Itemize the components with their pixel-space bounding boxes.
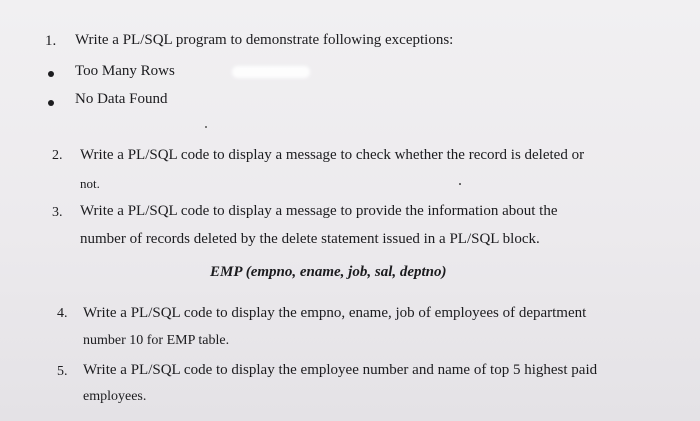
- item-4-line-2: number 10 for EMP table.: [83, 333, 230, 348]
- item-4-line-1: Write a PL/SQL code to display the empno, ename, job of employees of department: [83, 305, 587, 321]
- item-3-line-1: Write a PL/SQL code to display a message to provide the information about the: [80, 203, 558, 219]
- item-5-line-2: employees.: [83, 389, 147, 404]
- item-2-line-1: Write a PL/SQL code to display a message to check whether the record is deleted or: [80, 147, 585, 163]
- item-1-number: 1.: [45, 33, 57, 49]
- item-5-line-1: Write a PL/SQL code to display the employee number and name of top 5 highest paid: [83, 362, 598, 378]
- item-2-number: 2.: [52, 148, 63, 163]
- bullet-too-many-rows: Too Many Rows: [75, 63, 175, 79]
- dust-speck: [459, 183, 461, 185]
- item-4-number: 4.: [57, 306, 68, 321]
- emp-table-schema: EMP (empno, ename, job, sal, deptno): [210, 264, 447, 280]
- item-3-line-2: number of records deleted by the delete statement issued in a PL/SQL block.: [80, 231, 540, 247]
- bullet-no-data-found: No Data Found: [75, 91, 168, 107]
- bullet-icon: [48, 100, 54, 106]
- item-5-number: 5.: [57, 364, 68, 379]
- item-1-text: Write a PL/SQL program to demonstrate following exceptions:: [75, 32, 454, 48]
- light-glare: [232, 66, 310, 78]
- item-2-line-2: not.: [80, 176, 100, 191]
- dust-speck: [205, 126, 207, 128]
- item-3-number: 3.: [52, 205, 63, 220]
- bullet-icon: [48, 71, 54, 77]
